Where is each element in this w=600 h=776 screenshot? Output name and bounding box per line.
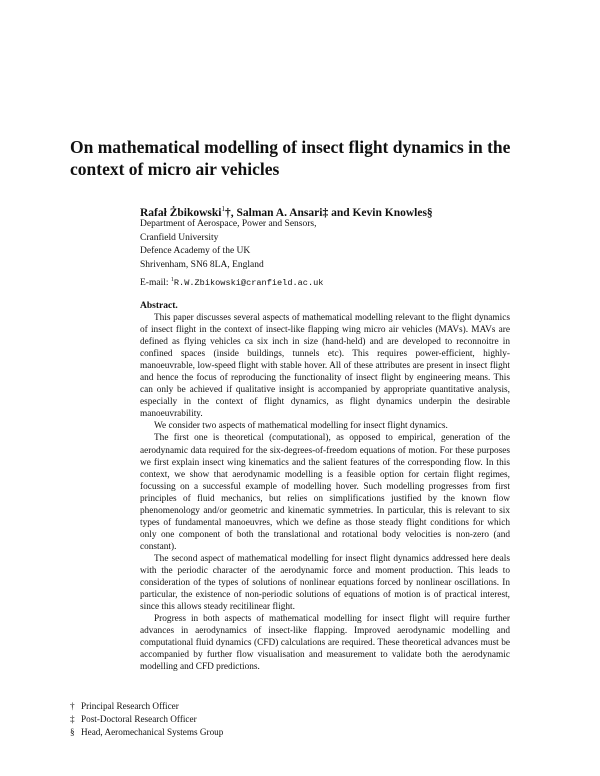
abstract-paragraph: Progress in both aspects of mathematical modelling for insect flight will require further advances in aerodynamics of insect-like flapping. Improved aerodynamic modelling and computational fluid dynamics (CFD) calculations are required. These theoretical advances must be accompanied by further flow visualisation and measurement to validate both the aerodynamic modelling and CFD predictions.: [140, 614, 510, 673]
footnote: [70, 700, 223, 713]
author-separator: and: [328, 206, 353, 219]
author-footnote-mark: 1: [221, 205, 225, 213]
footnote-symbol: ‡: [70, 714, 75, 725]
footnote-text: Head, Aeromechanical Systems Group: [81, 727, 224, 738]
abstract-paragraph: The second aspect of mathematical modelling for insect flight dynamics addressed here deals with the periodic character of the aerodynamic force and moment production. This leads to consideration of the types of solutions of nonlinear equations forced by nonlinear oscillations. In particular, the existence of non-periodic solutions of equations of motion is of practical interest, since this allows steady recitilinear flight.: [140, 553, 510, 613]
affiliation-line: Shrivenham, SN6 8LA, England: [140, 259, 264, 270]
author-footnote-mark: ‡: [322, 206, 329, 219]
email-label: E-mail:: [140, 278, 171, 289]
affiliation-line: Cranfield University: [140, 232, 219, 243]
author-separator: ,: [230, 206, 237, 219]
author-footnote-mark: †: [224, 206, 231, 219]
abstract-heading: Abstract.: [140, 301, 178, 311]
affiliation-line: Defence Academy of the UK: [140, 246, 251, 257]
footnote: [70, 713, 223, 726]
footnote: [70, 726, 223, 739]
email-address[interactable]: R.W.Zbikowski@cranfield.ac.uk: [173, 278, 324, 289]
affiliation-block: [140, 218, 317, 272]
author-footnote-mark: §: [426, 206, 433, 219]
author-name: Rafał Żbikowski: [140, 206, 222, 219]
footnote-text: Principal Research Officer: [81, 701, 179, 711]
footnote-text: Post-Doctoral Research Officer: [81, 714, 197, 725]
abstract-body: [140, 312, 510, 673]
email-footnote-mark: 1: [170, 277, 174, 283]
abstract-paragraph: This paper discusses several aspects of mathematical modelling relevant to the flight dynamics of insect flight in the context of insect-like flapping wing micro air vehicles (MAVs). MAVs are defined as flying vehicles ca six inch in size (hand-held) and are developed to reconnoitre in confined spaces (inside buildings, tunnels etc). This requires power-efficient, highly-manoeuvrable, low-speed flight with stable hover. All of these attributes are present in insect flight and hence the focus of reproducing the functionality of insect flight by engineering means. This can only be achieved if qualitative insight is accompanied by appropriate quantitative analysis, especially in the context of flight dynamics, as flight dynamics underpin the desirable manoeuvrability.: [140, 313, 510, 420]
abstract-paragraph: We consider two aspects of mathematical modelling for insect flight dynamics.: [154, 421, 448, 432]
footnotes: [70, 700, 223, 740]
footnote-symbol: †: [70, 701, 75, 711]
footnote-symbol: §: [70, 727, 75, 738]
abstract-paragraph: The first one is theoretical (computational), as opposed to empirical, generation of the aerodynamic data required for the six-degrees-of-freedom equations of motion. For these purposes we first explain insect wing kinematics and the salient features of the corresponding flow. In this context, we show that aerodynamic modelling is a feasible option for certain flight regimes, focussing on a successful example of modelling hover. Such modelling progresses from first principles of fluid mechanics, but relies on simplifications justified by the known flow phenomenology and/or geometric and kinematic symmetries. In particular, this is relevant to six types of fundamental manoeuvres, which we define as those steady flight conditions for which only one component of both the translational and rotational body velocities is non-zero (and constant).: [140, 433, 510, 552]
paper-title: On mathematical modelling of insect flight dynamics in the context of micro air vehicles: [70, 137, 511, 179]
email-line: [140, 274, 323, 289]
author-name: Salman A. Ansari: [236, 206, 323, 219]
affiliation-line: Department of Aerospace, Power and Sensors,: [140, 219, 317, 229]
author-name: Kevin Knowles: [352, 206, 427, 219]
